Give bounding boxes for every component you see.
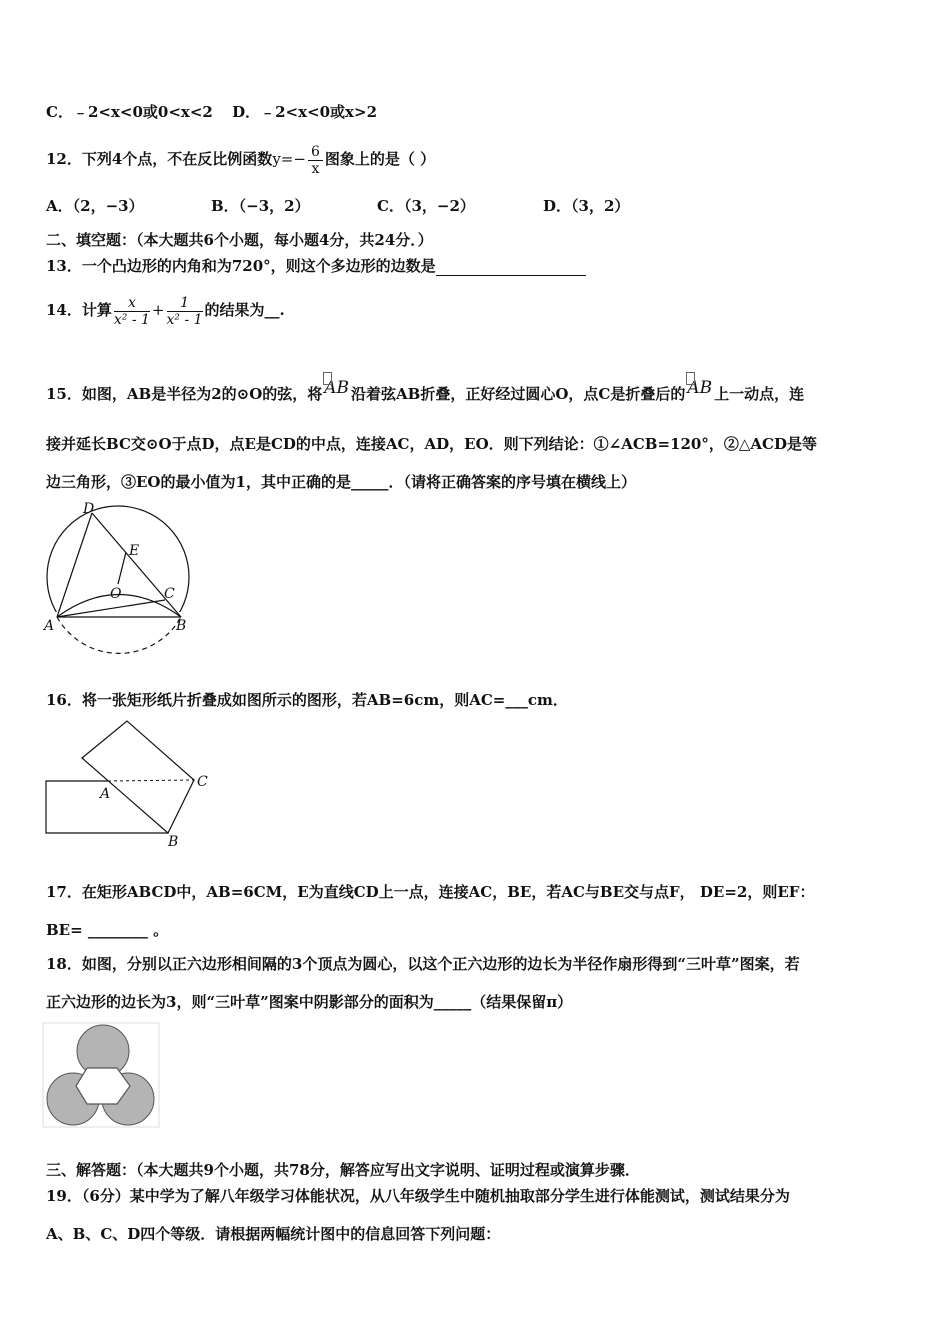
label-e: E bbox=[129, 543, 140, 559]
label-o: O bbox=[110, 586, 122, 602]
q14-frac2-num: 1 bbox=[167, 295, 203, 312]
q15-line1 bbox=[46, 378, 805, 404]
q12-option-a: A．（2，−3） bbox=[46, 197, 144, 215]
section2-header: 二、填空题：（本大题共6个小题，每小题4分，共24分．） bbox=[46, 231, 433, 249]
q15-line1-c: 上一动点，连 bbox=[714, 385, 805, 403]
q12-fraction bbox=[308, 144, 323, 177]
q15-line1-b: 沿着弦AB折叠，正好经过圆心O，点C是折叠后的 bbox=[351, 385, 686, 403]
q12-stem-before: 12．下列4个点，不在反比例函数 bbox=[46, 150, 273, 168]
label-b: B bbox=[176, 618, 187, 634]
q14-fraction-2 bbox=[167, 295, 203, 328]
q12-frac-num: 6 bbox=[308, 144, 323, 161]
q11-options bbox=[46, 102, 377, 122]
label-d: D bbox=[83, 501, 95, 517]
label-a: A bbox=[100, 786, 111, 802]
q18-line1: 18．如图，分别以正六边形相间隔的3个顶点为圆心，以这个正六边形的边长为半径作扇形得到“三叶草”图案，若 bbox=[46, 955, 800, 973]
q13-text: 13．一个凸边形的内角和为720°，则这个多边形的边数是 bbox=[46, 257, 436, 275]
q12-options bbox=[46, 196, 629, 216]
q12-frac-den: x bbox=[311, 160, 320, 177]
q14-plus: + bbox=[151, 301, 165, 319]
q18-clover-figure bbox=[42, 1022, 160, 1128]
q15-line1-a: 15．如图，AB是半径为2的⊙O的弦，将 bbox=[46, 385, 323, 403]
q12-stem-after: 图象上的是（ ） bbox=[324, 150, 436, 168]
folded-flap bbox=[82, 721, 194, 833]
q14-frac1-num: x bbox=[114, 295, 150, 312]
q13-answer-blank bbox=[436, 259, 586, 276]
q14-fraction-1 bbox=[114, 295, 150, 328]
section3-header: 三、解答题：（本大题共9个小题，共78分，解答应写出文字说明、证明过程或演算步骤． bbox=[46, 1161, 640, 1179]
q12-option-c: C．（3，−2） bbox=[377, 197, 475, 215]
lower-arc-mask bbox=[45, 612, 195, 656]
q15-line2: 接并延长BC交⊙O于点D，点E是CD的中点，连接AC，AD，EO．则下列结论：①∠ACB=120°，②△ACD是等 bbox=[46, 435, 817, 453]
q11-option-c: C．﹣2<x<0或0<x<2 bbox=[46, 103, 213, 121]
q15-arc-ab-1: AB bbox=[324, 378, 350, 398]
label-c: C bbox=[164, 586, 175, 602]
q14-frac1-den: x² - 1 bbox=[113, 311, 150, 328]
q16-fold-figure bbox=[40, 712, 220, 854]
q14-frac2-den: x² - 1 bbox=[166, 311, 203, 328]
q19-line1: 19．（6分）某中学为了解八年级学习体能状况，从八年级学生中随机抽取部分学生进行体能测试，测试结果分为 bbox=[46, 1187, 790, 1205]
q18-line2: 正六边形的边长为3，则“三叶草”图案中阴影部分的面积为_____（结果保留π） bbox=[46, 993, 573, 1011]
label-b: B bbox=[168, 834, 179, 850]
q11-option-d: D．﹣2<x<0或x>2 bbox=[232, 103, 378, 121]
segment-eo bbox=[118, 552, 126, 584]
q15-line3: 边三角形，③EO的最小值为1，其中正确的是_____．（请将正确答案的序号填在横线上） bbox=[46, 473, 636, 491]
label-a: A bbox=[44, 618, 55, 634]
segment-ac-dashed bbox=[108, 780, 194, 781]
q14 bbox=[46, 290, 285, 330]
q19-line2: A、B、C、D四个等级．请根据两幅统计图中的信息回答下列问题： bbox=[46, 1225, 501, 1243]
q17-line2: BE= ________ 。 bbox=[46, 921, 169, 939]
q12-option-d: D．（3，2） bbox=[543, 197, 630, 215]
segment-ad bbox=[57, 513, 92, 617]
q16-text: 16．将一张矩形纸片折叠成如图所示的图形，若AB=6cm，则AC=___cm． bbox=[46, 691, 568, 709]
q14-prefix: 14．计算 bbox=[46, 301, 112, 319]
q12-option-b: B．（−3，2） bbox=[211, 197, 310, 215]
q15-circle-figure bbox=[40, 498, 200, 658]
q12-stem bbox=[46, 140, 435, 178]
q12-y-eq: y=− bbox=[272, 150, 306, 168]
q13 bbox=[46, 256, 586, 276]
label-c: C bbox=[197, 774, 208, 790]
q14-suffix: 的结果为__. bbox=[204, 301, 285, 319]
q15-arc-ab-2: AB bbox=[687, 378, 713, 398]
q17-line1: 17．在矩形ABCD中，AB=6CM，E为直线CD上一点，连接AC，BE，若AC与BE交与点F， DE=2，则EF： bbox=[46, 883, 815, 901]
